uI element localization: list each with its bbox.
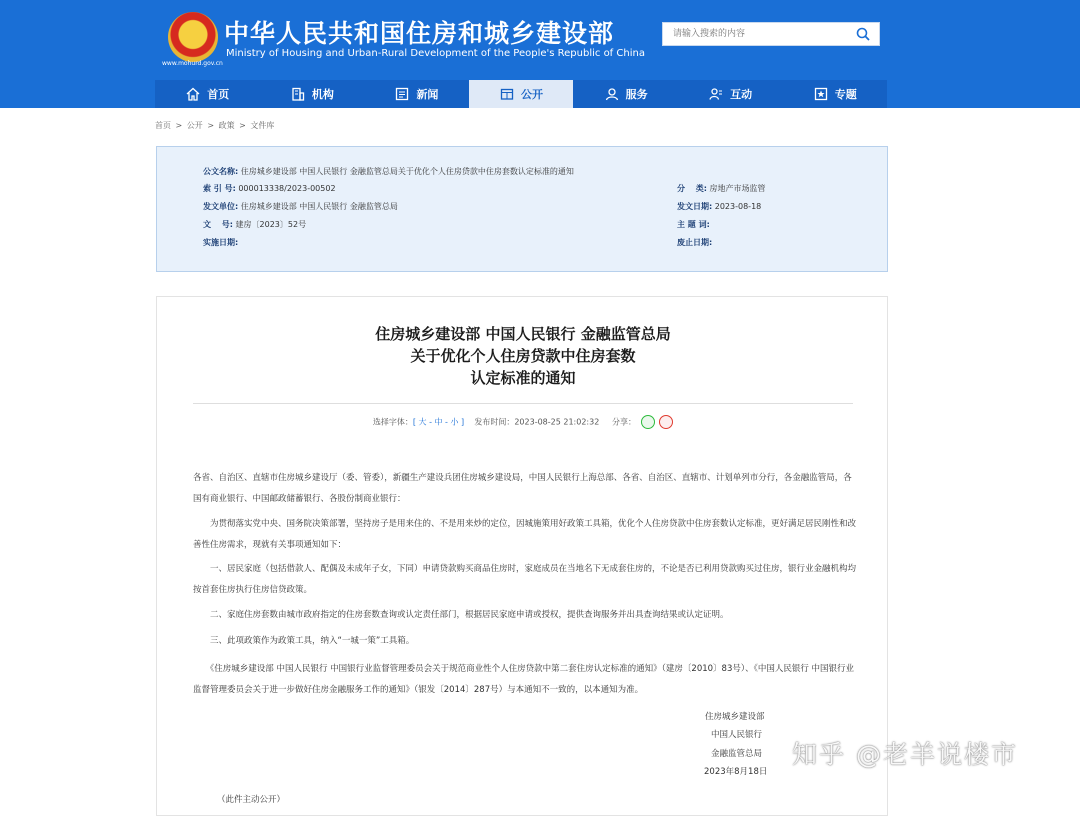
meta-value: 房地产市场监管 (709, 184, 766, 193)
signature-line: 住房城乡建设部 (705, 712, 765, 722)
breadcrumb-home[interactable]: 首页 (155, 121, 171, 130)
nav-item-interact[interactable] (678, 80, 783, 108)
emblem-star-icon: ★ (185, 20, 200, 39)
publish-label: 发布时间： (474, 417, 515, 427)
article-paragraph: 二、家庭住房套数由城市政府指定的住房套数查询或认定责任部门，根据居民家庭申请或授权，提供查询服务并出具查询结果或认定证明。 (193, 610, 729, 620)
breadcrumb (155, 120, 276, 131)
search-box (662, 22, 880, 46)
disclosure-icon (499, 86, 515, 102)
nav-item-label: 首页 (207, 88, 230, 101)
nav-item-organization[interactable] (260, 80, 365, 108)
meta-label: 发文单位: (203, 202, 239, 211)
font-size-selector[interactable]: [ 大 - 中 - 小 ] (412, 417, 465, 427)
meta-label: 文 号: (203, 220, 233, 229)
meta-subject (677, 219, 710, 230)
breadcrumb-separator: > (207, 121, 215, 130)
site-subtitle: Ministry of Housing and Urban-Rural Development of the People's Republic of China (226, 48, 645, 59)
breadcrumb-separator: > (175, 121, 183, 130)
meta-label: 主 题 词: (677, 220, 710, 229)
breadcrumb-separator: > (239, 121, 246, 130)
article-title-line: 关于优化个人住房贷款中住房套数 (410, 347, 636, 365)
watermark: 知乎 @老羊说楼市 (792, 740, 1018, 769)
nav-item-label: 专题 (834, 88, 857, 101)
meta-effective-date (203, 237, 238, 248)
meta-value: 建房〔2023〕52号 (235, 220, 307, 229)
signature-line: 金融监管总局 (711, 749, 763, 759)
article-paragraph: 三、此项政策作为政策工具，纳入“一城一策”工具箱。 (193, 636, 415, 646)
nav-item-service[interactable] (573, 80, 678, 108)
breadcrumb-disclosure[interactable]: 公开 (186, 121, 203, 130)
site-title[interactable]: 中华人民共和国住房和城乡建设部 (224, 19, 615, 48)
signature-line: 中国人民银行 (711, 730, 763, 740)
meta-label: 实施日期: (203, 238, 239, 247)
nav-item-label: 机构 (311, 88, 334, 101)
wechat-share-icon[interactable] (641, 415, 655, 429)
topic-icon (813, 86, 829, 102)
meta-category (677, 183, 766, 194)
search-icon[interactable] (855, 26, 871, 42)
search-input[interactable] (663, 23, 849, 45)
home-icon (185, 86, 201, 102)
share-label: 分享： (612, 417, 637, 427)
nav-item-topic[interactable] (782, 80, 887, 108)
signature-date: 2023年8月18日 (704, 767, 768, 777)
article-title-line: 认定标准的通知 (470, 369, 576, 387)
article-paragraph: 《住房城乡建设部 中国人民银行 中国银行业监督管理委员会关于规范商业性个人住房贷款中第二套住房认定标准的通知》（建房〔2010〕83号）、《中国人民银行 中国银行业监督管理委员会关于进一步做好住房金融服务工作的通知》（银发〔2014〕287号）与本通知不一致的，以本通知为准。 (193, 664, 855, 695)
news-icon (394, 86, 410, 102)
font-select-label: 选择字体： (372, 417, 413, 427)
meta-value: 住房城乡建设部 中国人民银行 金融监管总局 (240, 202, 398, 211)
meta-label: 分 类: (677, 184, 707, 193)
meta-value: 000013338/2023-00502 (238, 184, 336, 193)
meta-issue-date (677, 201, 761, 212)
interact-icon (708, 86, 724, 102)
title-divider (193, 403, 853, 404)
meta-value: 住房城乡建设部 中国人民银行 金融监管总局关于优化个人住房贷款中住房套数认定标准的通知 (240, 167, 574, 176)
article-paragraph: 一、居民家庭（包括借款人、配偶及未成年子女，下同）申请贷款购买商品住房时，家庭成员在当地名下无成套住房的，不论是否已利用贷款购买过住房，银行业金融机构均按首套住房执行住房信贷政策。 (193, 564, 857, 595)
meta-label: 废止日期: (677, 238, 713, 247)
nav-item-label: 新闻 (416, 88, 439, 101)
article-title-line: 住房城乡建设部 中国人民银行 金融监管总局 (375, 325, 671, 343)
nav-item-news[interactable] (364, 80, 469, 108)
article-paragraph: 为贯彻落实党中央、国务院决策部署，坚持房子是用来住的、不是用来炒的定位，因城施策用好政策工具箱，优化个人住房贷款中住房套数认定标准，更好满足居民刚性和改善性住房需求，现就有关事项通知如下： (193, 519, 857, 550)
article-info-line (157, 415, 889, 429)
document-meta-box (156, 146, 888, 272)
meta-label: 公文名称: (203, 167, 239, 176)
breadcrumb-policy[interactable]: 政策 (218, 121, 235, 130)
meta-label: 发文日期: (677, 202, 713, 211)
article-body (156, 296, 888, 816)
site-header (0, 0, 1080, 80)
nav-item-label: 互动 (730, 88, 753, 101)
nav-item-label: 服务 (625, 88, 648, 101)
nav-item-label: 公开 (521, 88, 544, 101)
site-url: www.mohurd.gov.cn (162, 60, 223, 67)
breadcrumb-library[interactable]: 文件库 (250, 121, 275, 130)
publish-time: 2023-08-25 21:02:32 (514, 417, 600, 427)
service-icon (604, 86, 620, 102)
nav-menu (155, 80, 887, 108)
building-icon (290, 86, 306, 102)
meta-label: 索 引 号: (203, 184, 236, 193)
main-navbar (0, 80, 1080, 108)
disclosure-note: （此件主动公开） (217, 795, 286, 805)
weibo-share-icon[interactable] (659, 415, 673, 429)
meta-expire-date (677, 237, 712, 248)
meta-value: 2023-08-18 (714, 202, 762, 211)
article-paragraph: 各省、自治区、直辖市住房城乡建设厅（委、管委），新疆生产建设兵团住房城乡建设局，中国人民银行上海总部、各省、自治区、直辖市、计划单列市分行，各金融监管局，各国有商业银行、中国邮政储蓄银行、各股份制商业银行： (193, 473, 852, 504)
nav-item-home[interactable] (155, 80, 260, 108)
meta-doc-name (203, 166, 574, 177)
meta-issuer (203, 201, 398, 212)
nav-item-disclosure[interactable] (469, 80, 574, 108)
meta-index (203, 183, 336, 194)
meta-doc-no (203, 219, 306, 230)
